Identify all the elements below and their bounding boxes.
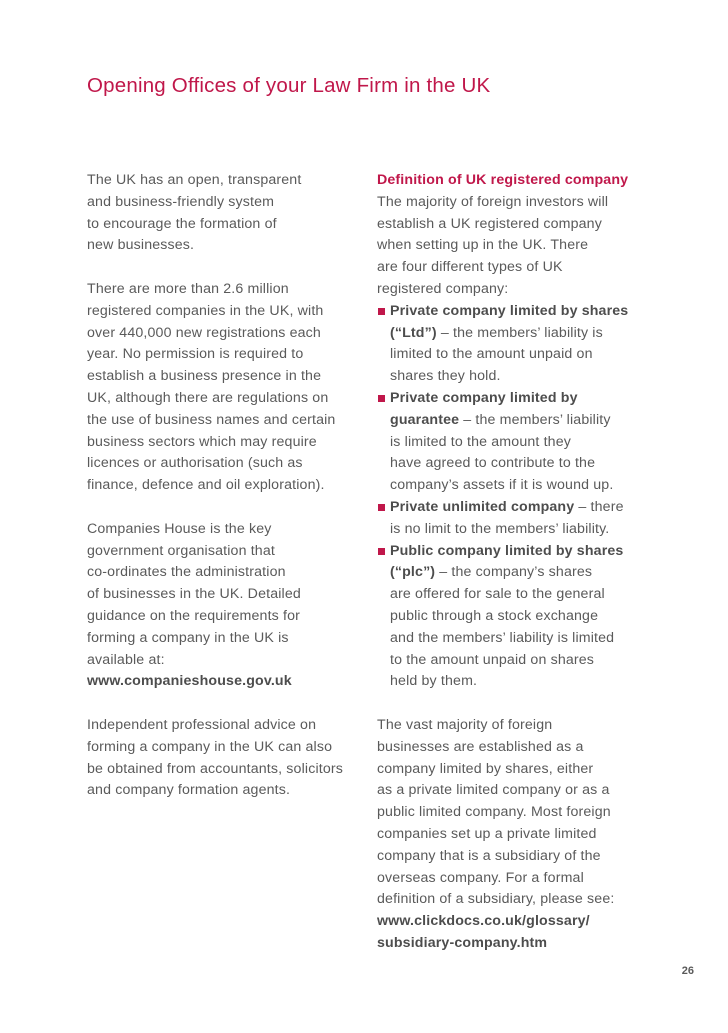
section-heading: Definition of UK registered company — [377, 172, 629, 188]
list-item: Public company limited by shares (“plc”) – the company’s shares are offered for sale to the general public through a stock exchange and the members’ liability is limited to the amount unpaid on shares held by them. — [377, 541, 652, 694]
list-item: Private company limited by guarantee – the members’ liability is limited to the amount they have agreed to contribute to the company’s assets if it is wound up. — [377, 388, 652, 497]
intro-paragraph: The UK has an open, transparent and business-friendly system to encourage the formation of new businesses. — [87, 172, 302, 254]
bullet-square-icon — [378, 548, 385, 555]
bullet-square-icon — [378, 504, 385, 511]
companies-house-paragraph: Companies House is the key government organisation that co-ordinates the administration of businesses in the UK. Detailed guidance on the requirements for forming a company in the UK is available at: www.companieshouse.gov.uk — [87, 519, 362, 693]
foreign-businesses-paragraph: The vast majority of foreign businesses are established as a company limited by shares, either as a private limited company or as a public limited company. Most foreign companies set up a private limited company that is a subsidiary of the overseas company. For a formal definition of a subsidiary, please see: www.clickdocs.co.uk/glossary/ subsidiary-company.htm — [377, 715, 652, 955]
left-column — [87, 170, 362, 802]
glossary-link-line-1[interactable]: www.clickdocs.co.uk/glossary/ — [377, 913, 590, 930]
advice-paragraph: Independent professional advice on forming a company in the UK can also be obtained from accountants, solicitors and company formation agents. — [87, 716, 343, 799]
list-item: Private unlimited company – there is no limit to the members’ liability. — [377, 497, 652, 541]
bullet-square-icon — [378, 395, 385, 402]
bullet-square-icon — [378, 308, 385, 315]
companies-house-link[interactable]: www.companieshouse.gov.uk — [87, 673, 292, 690]
glossary-link-line-2[interactable]: subsidiary-company.htm — [377, 934, 548, 951]
registrations-paragraph: There are more than 2.6 million registered companies in the UK, with over 440,000 new registrations each year. No permission is required to establish a business presence in the UK, although there are regulations on the use of business names and certain business sectors which may require licences or authorisation (such as finance, defence and oil exploration). — [87, 280, 336, 494]
list-item: Private company limited by shares (“Ltd”) – the members’ liability is limited to the amount unpaid on shares they hold. — [377, 301, 652, 388]
right-column — [377, 170, 652, 955]
page-title: Opening Offices of your Law Firm in the UK — [87, 74, 491, 97]
definition-intro: The majority of foreign investors will establish a UK registered company when setting up in the UK. There are four different types of UK registered company: — [377, 193, 609, 297]
page-number: 26 — [681, 965, 694, 977]
